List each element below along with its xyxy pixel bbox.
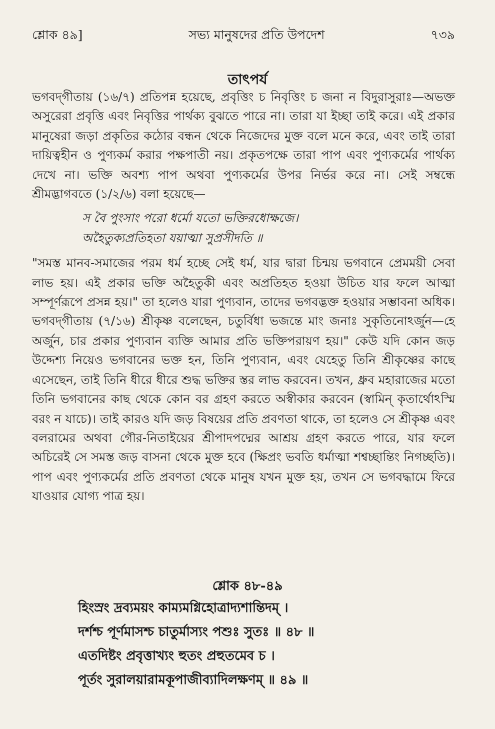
shloka-heading: শ্লোক ৪৮-৪৯ [212, 579, 283, 594]
quoted-verse [82, 209, 455, 248]
purport-body [32, 88, 455, 507]
shloka-text [78, 597, 465, 693]
purport-title: তাৎপর্য [227, 72, 268, 88]
quoted-verse-line: অহৈতুক্যপ্রতিহতা যয়াত্মা সুপ্রসীদতি ॥ [82, 230, 263, 245]
header-verse-ref: শ্লোক ৪৯] [32, 27, 83, 42]
shloka-line: হিংস্রং দ্রব্যময়ং কাম্যমগ্নিহোত্রাদ্যশান্তিদম্ । [78, 601, 289, 616]
shloka-line: পূর্তং সুরালয়ারামকূপাজীব্যাদিলক্ষণম্ ॥ ৪৯ ॥ [78, 673, 309, 688]
quoted-verse-line: স বৈ পুংসাং পরো ধর্মো যতো ভক্তিরধোক্ষজে। [82, 211, 299, 226]
shloka-line: দর্শশ্চ পূর্ণমাসশ্চ চাতুর্মাস্যং পশুঃ সুতঃ ॥ ৪৮ ॥ [78, 625, 315, 640]
shloka-line: এতদিষ্টং প্রবৃত্তাখ্যং হুতং প্রহুতমেব চ । [78, 649, 275, 664]
purport-paragraph-1: ভগবদ্‌গীতায় (১৬/৭) প্রতিপন্ন হয়েছে, প্রবৃত্তিং চ নিবৃত্তিং চ জনা ন বিদুরাসুরাঃ—অভক্ত অসুরেরা প্রবৃত্তি এবং নিবৃত্তির পার্থক্য বুঝতে পারে না। তারা যা ইচ্ছা তাই করে। এই প্রকার মানুষেরা জড়া প্রকৃতির কঠোর বন্ধন থেকে নিজেদের মুক্ত বলে মনে করে, এবং তাই তারা দায়িত্বহীন ও পুণ্যকর্ম করার পক্ষপাতী নয়। প্রকৃতপক্ষে তারা পাপ এবং পুণ্যকর্মের পার্থক্য দেখে না। ভক্তি অবশ্য পাপ অথবা পুণ্যকর্মের উপর নির্ভর করে না। সেই সম্বন্ধে শ্রীমদ্ভাগবতে (১/২/৬) বলা হয়েছে— [32, 90, 455, 202]
header-chapter-title: সভ্য মানুষদের প্রতি উপদেশ [188, 27, 325, 42]
page-number: ৭৩৯ [430, 27, 455, 42]
purport-paragraph-2: "সমস্ত মানব-সমাজের পরম ধর্ম হচ্ছে সেই ধর্ম, যার দ্বারা চিন্ময় ভগবানে প্রেমময়ী সেবা লাভ হয়। এই প্রকার ভক্তি অহৈতুকী এবং অপ্রতিহত হওয়া উচিত যার ফলে আত্মা সম্পূর্ণরূপে প্রসন্ন হয়।" তা হলেও যারা পুণ্যবান, তাদের ভগবদ্ভক্ত হওয়ার সম্ভাবনা অধিক। ভগবদ্‌গীতায় (৭/১৬) শ্রীকৃষ্ণ বলেছেন, চতুর্বিধা ভজন্তে মাং জনাঃ সুকৃতিনোঽর্জুন—হে অর্জুন, চার প্রকার পুণ্যবান ব্যক্তি আমার প্রতি ভক্তিপরায়ণ হয়।" কেউ যদি কোন জড় উদ্দেশ্য নিয়েও ভগবানের ভক্ত হন, তিনি পুণ্যবান, এবং যেহেতু তিনি শ্রীকৃষ্ণের কাছে এসেছেন, তাই তিনি ধীরে ধীরে শুদ্ধ ভক্তির স্তর লাভ করবেন। তখন, ধ্রুব মহারাজের মতো তিনি ভগবানের কাছ থেকে কোন বর গ্রহণ করতে অস্বীকার করবেন (স্বামিন্ কৃতার্থোঽস্মি বরং ন যাচে)। তাই কারও যদি জড় বিষয়ের প্রতি প্রবণতা থাকে, তা হলেও সে শ্রীকৃষ্ণ এবং বলরামের অথবা গৌর-নিতাইয়ের শ্রীপাদপদ্মের আশ্রয় গ্রহণ করতে পারে, যার ফলে অচিরেই সে সমস্ত জড় বাসনা থেকে মুক্ত হবে (ক্ষিপ্রং ভবতি ধর্মাত্মা শশ্বচ্ছান্তিং নিগচ্ছতি)। পাপ এবং পুণ্যকর্মের প্রতি প্রবণতা থেকে মানুষ যখন মুক্ত হয়, তখন সে ভগবদ্ধামে ফিরে যাওয়ার যোগ্য পাত্র হয়। [32, 256, 455, 504]
running-header [32, 27, 455, 43]
